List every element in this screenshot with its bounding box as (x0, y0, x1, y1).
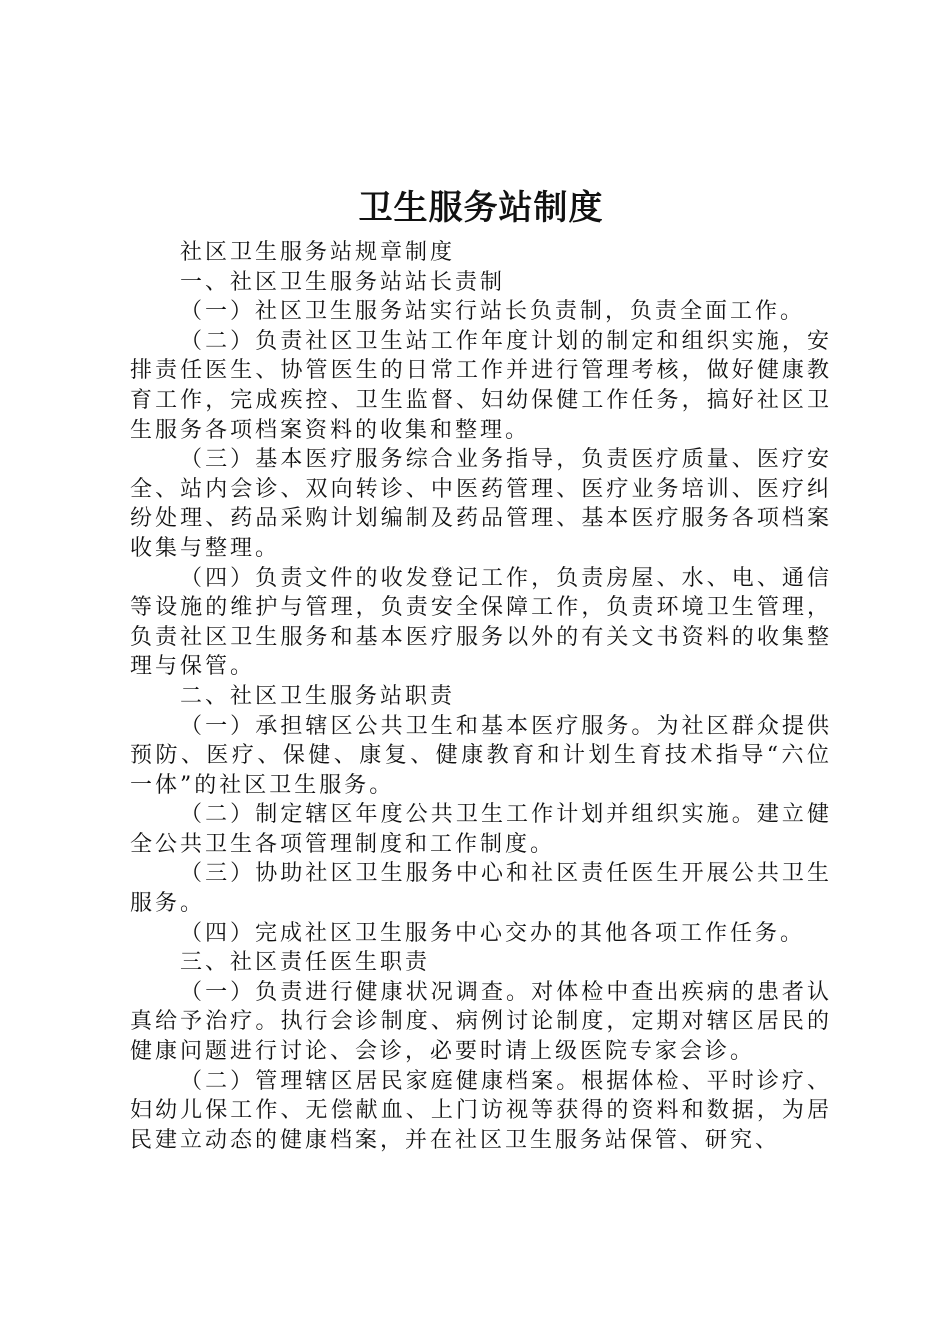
section-heading-1: 一、社区卫生服务站站长责制 (180, 269, 506, 295)
document-body (130, 238, 832, 1155)
paragraph: （二）负责社区卫生站工作年度计划的制定和组织实施，安排责任医生、协管医生的日常工作并进行管理考核，做好健康教育工作，完成疾控、卫生监督、妇幼保健工作任务，搞好社区卫生服务各项档案资料的收集和整理。 (130, 328, 832, 443)
paragraph: （二）制定辖区年度公共卫生工作计划并组织实施。建立健全公共卫生各项管理制度和工作制度。 (130, 802, 832, 857)
paragraph: （一）负责进行健康状况调查。对体检中查出疾病的患者认真给予治疗。执行会诊制度、病例讨论制度，定期对辖区居民的健康问题进行讨论、会诊，必要时请上级医院专家会诊。 (130, 979, 832, 1065)
section-heading-2: 二、社区卫生服务站职责 (180, 683, 456, 709)
paragraph: （四）完成社区卫生服务中心交办的其他各项工作任务。 (180, 920, 806, 946)
paragraph: （三）基本医疗服务综合业务指导，负责医疗质量、医疗安全、站内会诊、双向转诊、中医药管理、医疗业务培训、医疗纠纷处理、药品采购计划编制及药品管理、基本医疗服务各项档案收集与整理。 (130, 447, 832, 561)
paragraph: （三）协助社区卫生服务中心和社区责任医生开展公共卫生服务。 (130, 861, 832, 917)
document-page (130, 178, 832, 1155)
section-heading-3: 三、社区责任医生职责 (180, 950, 431, 976)
document-title: 卫生服务站制度 (358, 188, 604, 228)
paragraph: （一）承担辖区公共卫生和基本医疗服务。为社区群众提供预防、医疗、保健、康复、健康教育和计划生育技术指导“六位一体”的社区卫生服务。 (130, 713, 832, 798)
subtitle-paragraph: 社区卫生服务站规章制度 (180, 240, 456, 265)
paragraph: （一）社区卫生服务站实行站长负责制，负责全面工作。 (180, 299, 806, 325)
paragraph: （二）管理辖区居民家庭健康档案。根据体检、平时诊疗、妇幼儿保工作、无偿献血、上门访视等获得的资料和数据，为居民建立动态的健康档案，并在社区卫生服务站保管、研究、 (130, 1068, 832, 1153)
paragraph: （四）负责文件的收发登记工作，负责房屋、水、电、通信等设施的维护与管理，负责安全保障工作，负责环境卫生管理，负责社区卫生服务和基本医疗服务以外的有关文书资料的收集整理与保管。 (130, 565, 832, 680)
